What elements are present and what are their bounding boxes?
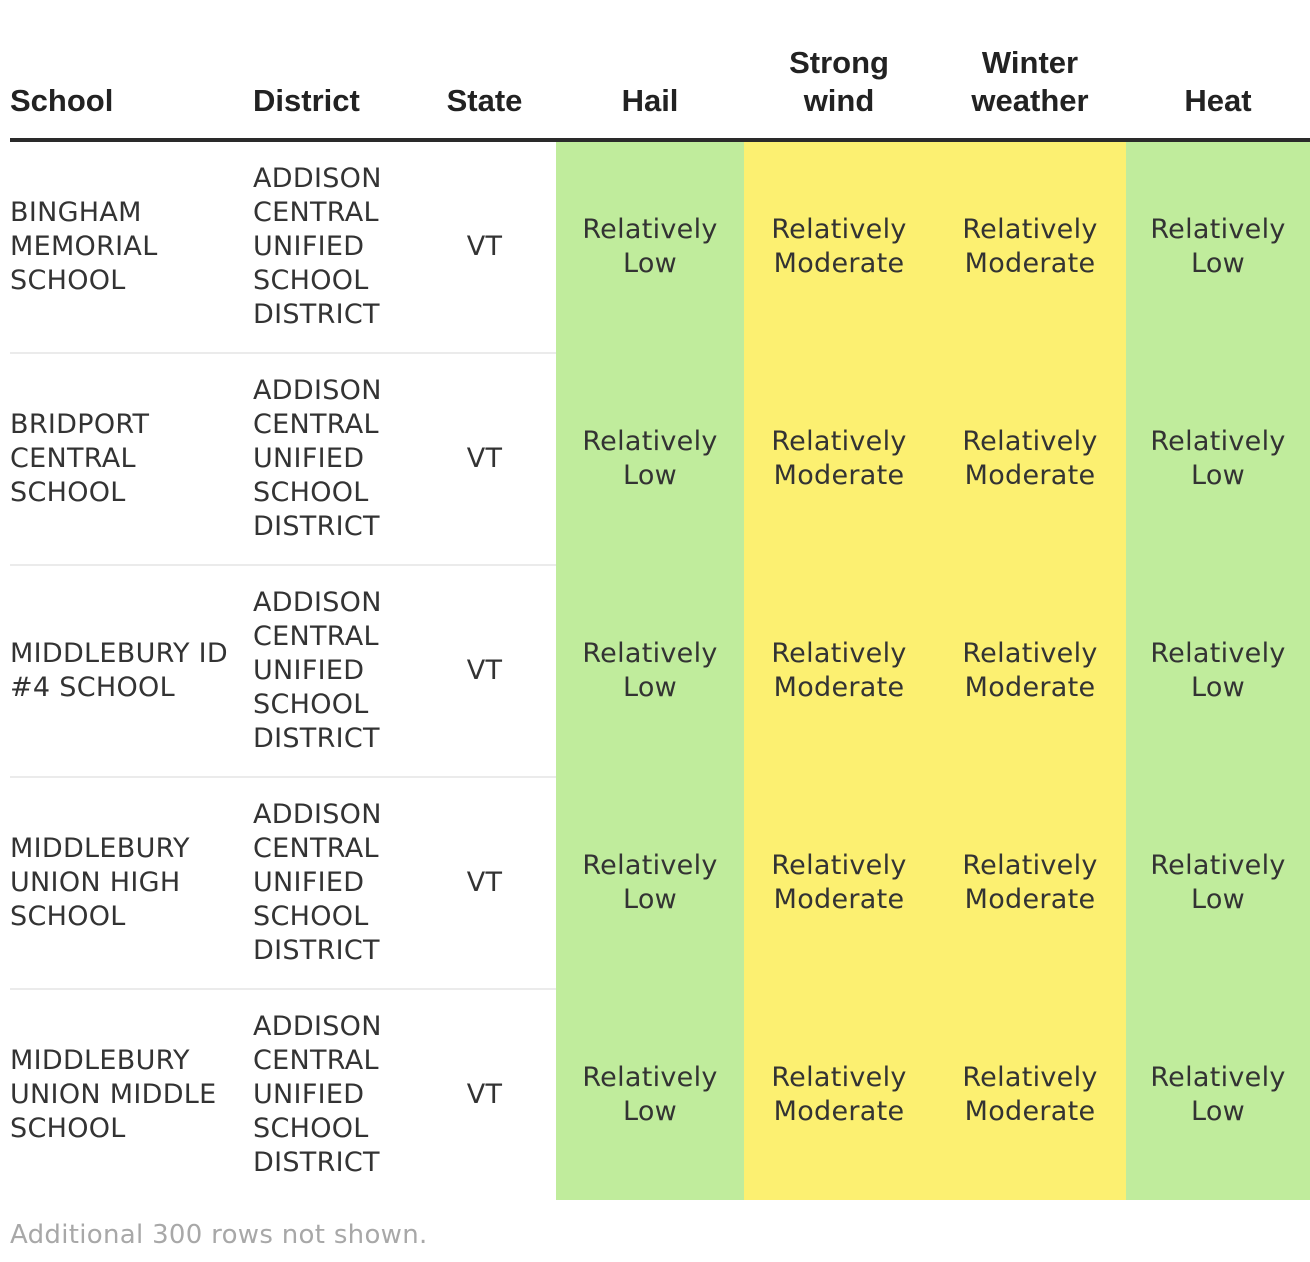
winter-weather-risk-cell: Relatively Moderate bbox=[934, 140, 1126, 353]
district-cell: ADDISON CENTRAL UNIFIED SCHOOL DISTRICT bbox=[253, 1011, 382, 1178]
table-row bbox=[10, 140, 1310, 353]
table-row bbox=[10, 353, 1310, 565]
school-cell: BRIDPORT CENTRAL SCHOOL bbox=[10, 353, 253, 565]
district-cell: ADDISON CENTRAL UNIFIED SCHOOL DISTRICT bbox=[253, 565, 413, 777]
state-cell: VT bbox=[413, 353, 556, 565]
table-row bbox=[10, 565, 1310, 777]
winter-weather-risk-cell: Relatively Moderate bbox=[934, 565, 1126, 777]
column-header-winter-weather-line1: Winter bbox=[981, 45, 1079, 80]
column-header-strong-wind-line2: wind bbox=[803, 83, 875, 118]
hazard-risk-table bbox=[10, 40, 1310, 1200]
column-header-heat bbox=[1126, 40, 1310, 140]
winter-weather-risk-cell: Relatively Moderate bbox=[934, 989, 1126, 1200]
column-header-school-label: School bbox=[10, 83, 114, 118]
column-header-hail-label: Hail bbox=[621, 83, 679, 118]
strong-wind-risk-cell: Relatively Moderate bbox=[744, 989, 934, 1200]
heat-risk-cell: Relatively Low bbox=[1126, 777, 1310, 989]
state-cell: VT bbox=[413, 777, 556, 989]
school-cell: MIDDLEBURY UNION HIGH SCHOOL bbox=[10, 777, 253, 989]
heat-risk-cell: Relatively Low bbox=[1126, 353, 1310, 565]
strong-wind-risk-cell: Relatively Moderate bbox=[744, 353, 934, 565]
rows-not-shown-note: Additional 300 rows not shown. bbox=[10, 1220, 428, 1250]
table-row bbox=[10, 989, 1310, 1200]
state-cell: VT bbox=[413, 140, 556, 353]
table-body bbox=[10, 140, 1310, 1200]
strong-wind-risk-cell: Relatively Moderate bbox=[744, 777, 934, 989]
state-cell: VT bbox=[466, 1079, 503, 1110]
column-header-strong-wind-line1: Strong bbox=[789, 45, 889, 80]
hail-risk-cell: Relatively Low bbox=[556, 140, 744, 353]
district-cell: ADDISON CENTRAL UNIFIED SCHOOL DISTRICT bbox=[253, 140, 413, 353]
hail-risk-cell: Relatively Low bbox=[556, 777, 744, 989]
heat-risk-cell: Relatively Low bbox=[1126, 989, 1310, 1200]
school-cell: MIDDLEBURY UNION MIDDLE SCHOOL bbox=[10, 1045, 217, 1144]
column-header-state bbox=[413, 40, 556, 140]
header-row bbox=[10, 40, 1310, 140]
school-cell: MIDDLEBURY ID #4 SCHOOL bbox=[10, 565, 253, 777]
column-header-school bbox=[10, 40, 253, 140]
district-cell: ADDISON CENTRAL UNIFIED SCHOOL DISTRICT bbox=[253, 353, 413, 565]
column-header-hail bbox=[556, 40, 744, 140]
table-row bbox=[10, 777, 1310, 989]
column-header-heat-label: Heat bbox=[1184, 83, 1252, 118]
table-viewport bbox=[10, 0, 1286, 1262]
heat-risk-cell: Relatively Low bbox=[1126, 140, 1310, 353]
column-header-district-label: District bbox=[253, 83, 360, 118]
heat-risk-cell: Relatively Low bbox=[1126, 565, 1310, 777]
school-cell: BINGHAM MEMORIAL SCHOOL bbox=[10, 140, 253, 353]
strong-wind-risk-cell: Relatively Moderate bbox=[744, 140, 934, 353]
state-cell: VT bbox=[413, 565, 556, 777]
column-header-winter-weather bbox=[934, 40, 1126, 140]
district-cell: ADDISON CENTRAL UNIFIED SCHOOL DISTRICT bbox=[253, 777, 413, 989]
column-header-state-label: State bbox=[446, 83, 523, 118]
hail-risk-cell: Relatively Low bbox=[556, 989, 744, 1200]
column-header-district bbox=[253, 40, 413, 140]
column-header-winter-weather-line2: weather bbox=[971, 83, 1089, 118]
winter-weather-risk-cell: Relatively Moderate bbox=[934, 777, 1126, 989]
table-header bbox=[10, 40, 1310, 140]
hail-risk-cell: Relatively Low bbox=[556, 565, 744, 777]
column-header-strong-wind bbox=[744, 40, 934, 140]
strong-wind-risk-cell: Relatively Moderate bbox=[744, 565, 934, 777]
hail-risk-cell: Relatively Low bbox=[556, 353, 744, 565]
winter-weather-risk-cell: Relatively Moderate bbox=[934, 353, 1126, 565]
